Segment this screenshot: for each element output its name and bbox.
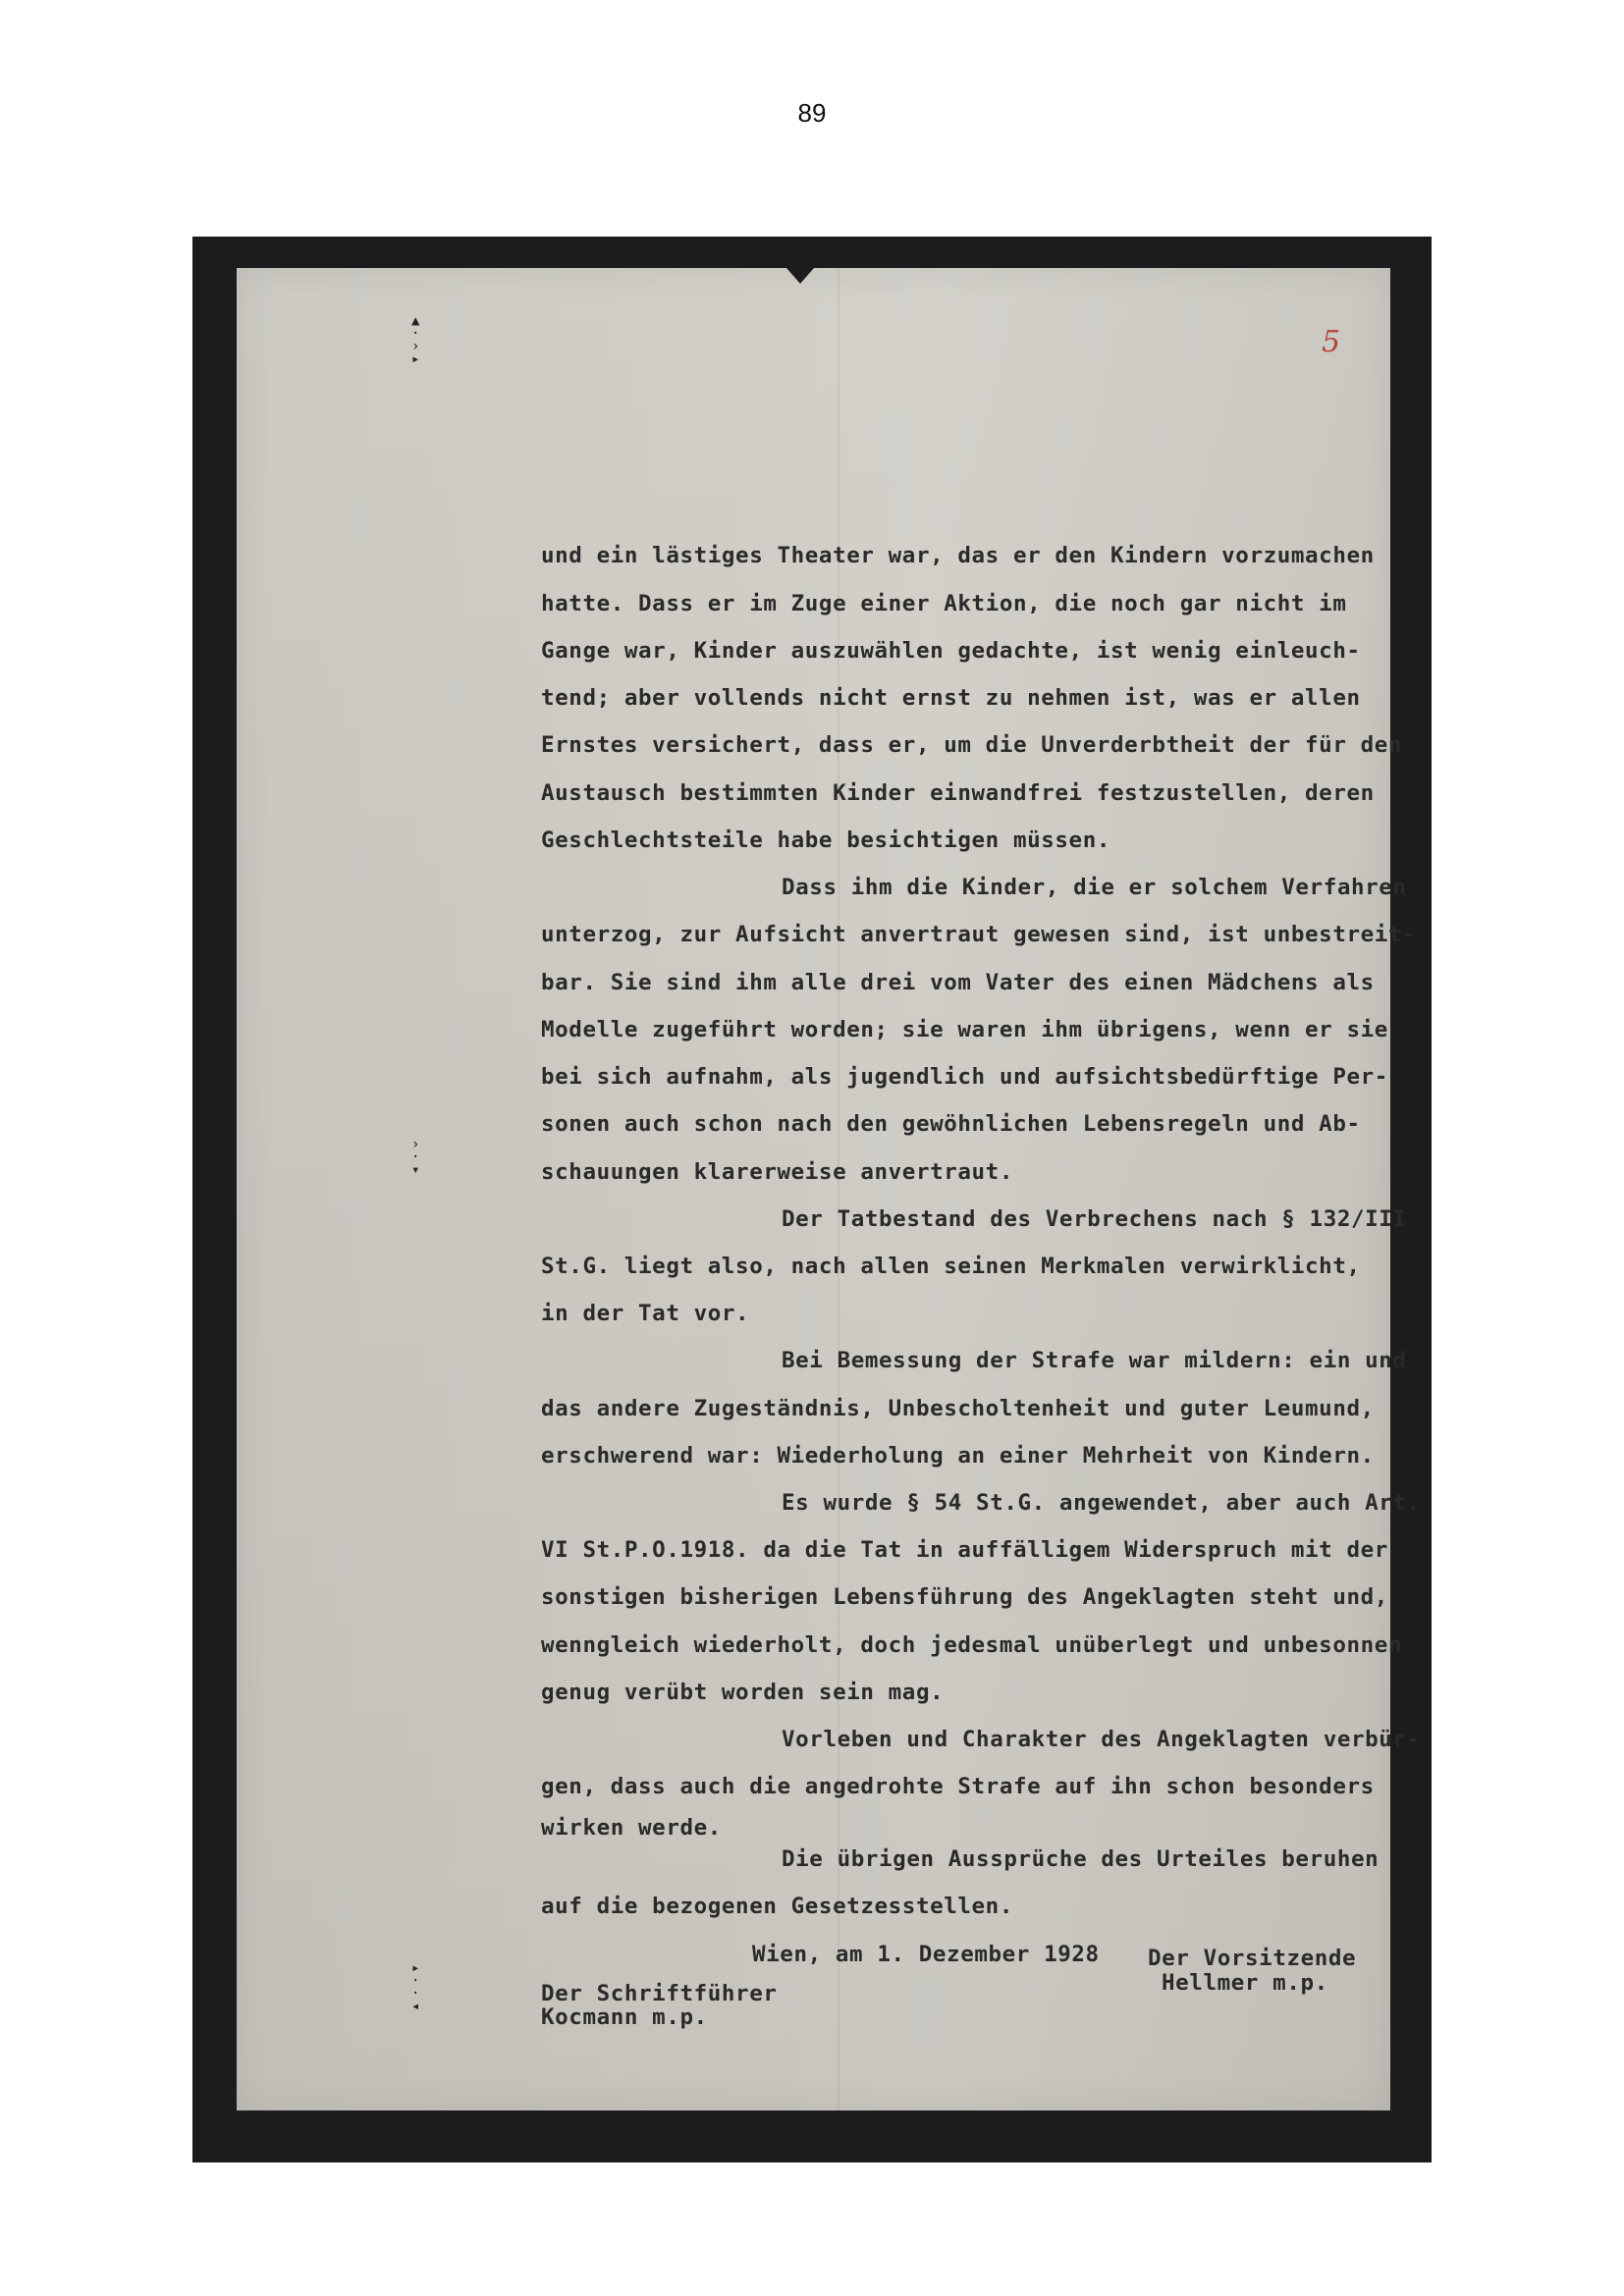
text-line: VI St.P.O.1918. da die Tat in auffälligem Widerspruch mit der [541,1537,1388,1563]
page-number: 89 [797,98,827,128]
text-line: hatte. Dass er im Zuge einer Aktion, die noch gar nicht im [541,591,1347,616]
text-line: Dass ihm die Kinder, die er solchem Verfahren [782,875,1407,900]
chair-signature-title: Der Vorsitzende [1148,1946,1357,1971]
text-line: gen, dass auch die angedrohte Strafe auf ihn schon besonders [541,1774,1375,1799]
clerk-signature-name: Kocmann m.p. [541,2004,708,2030]
margin-punch-marks-middle: › · ▾ [411,1137,420,1178]
text-line: sonen auch schon nach den gewöhnlichen Lebensregeln und Ab- [541,1111,1361,1137]
text-line: bei sich aufnahm, als jugendlich und aufsichtsbedürftige Per- [541,1064,1388,1090]
text-line: und ein lästiges Theater war, das er den Kindern vorzumachen [541,543,1375,568]
clerk-signature-title: Der Schriftführer [541,1981,778,2006]
paper-notch [786,268,814,284]
text-line: sonstigen bisherigen Lebensführung des Angeklagten steht und, [541,1584,1388,1610]
text-line: Modelle zugeführt worden; sie waren ihm übrigens, wenn er sie [541,1017,1388,1042]
text-line: Ernstes versichert, dass er, um die Unverderbtheit der für den [541,732,1403,758]
text-line: St.G. liegt also, nach allen seinen Merkmalen verwirklicht, [541,1254,1361,1279]
text-line: Bei Bemessung der Strafe war mildern: ein und [782,1348,1407,1373]
text-line: genug verübt worden sein mag. [541,1680,945,1705]
text-line: wirken werde. [541,1815,722,1841]
text-line: tend; aber vollends nicht ernst zu nehmen ist, was er allen [541,685,1361,711]
text-line: wenngleich wiederholt, doch jedesmal unüberlegt und unbesonnen [541,1632,1403,1658]
text-line: unterzog, zur Aufsicht anvertraut gewesen sind, ist unbestreit- [541,922,1417,947]
scanned-document-frame [192,237,1432,2163]
text-line: Gange war, Kinder auszuwählen gedachte, ist wenig einleuch- [541,638,1361,664]
text-line: das andere Zugeständnis, Unbescholtenheit und guter Leumund, [541,1396,1375,1421]
text-line: in der Tat vor. [541,1301,750,1326]
document-sheet [237,268,1421,2110]
text-line: Der Tatbestand des Verbrechens nach § 132/III [782,1206,1407,1232]
text-line: bar. Sie sind ihm alle drei vom Vater des einen Mädchens als [541,970,1375,995]
text-line: Austausch bestimmten Kinder einwandfrei festzustellen, deren [541,780,1375,806]
text-line: auf die bezogenen Gesetzesstellen. [541,1894,1013,1919]
chair-signature-name: Hellmer m.p. [1162,1970,1328,1996]
text-line: erschwerend war: Wiederholung an einer Mehrheit von Kindern. [541,1443,1375,1468]
text-line: Geschlechtsteile habe besichtigen müssen. [541,828,1110,853]
date-place-line: Wien, am 1. Dezember 1928 [752,1942,1100,1967]
margin-punch-marks-top: ▲ · › ▸ [411,313,420,367]
text-line: schauungen klarerweise anvertraut. [541,1159,1013,1185]
text-line: Die übrigen Aussprüche des Urteiles beruhen [782,1846,1380,1872]
margin-punch-marks-bottom: ▸ · · ◂ [411,1960,420,2014]
text-line: Es wurde § 54 St.G. angewendet, aber auch Art. [782,1490,1421,1516]
text-line: Vorleben und Charakter des Angeklagten verbür- [782,1727,1421,1752]
folio-number: 5 [1322,325,1341,359]
